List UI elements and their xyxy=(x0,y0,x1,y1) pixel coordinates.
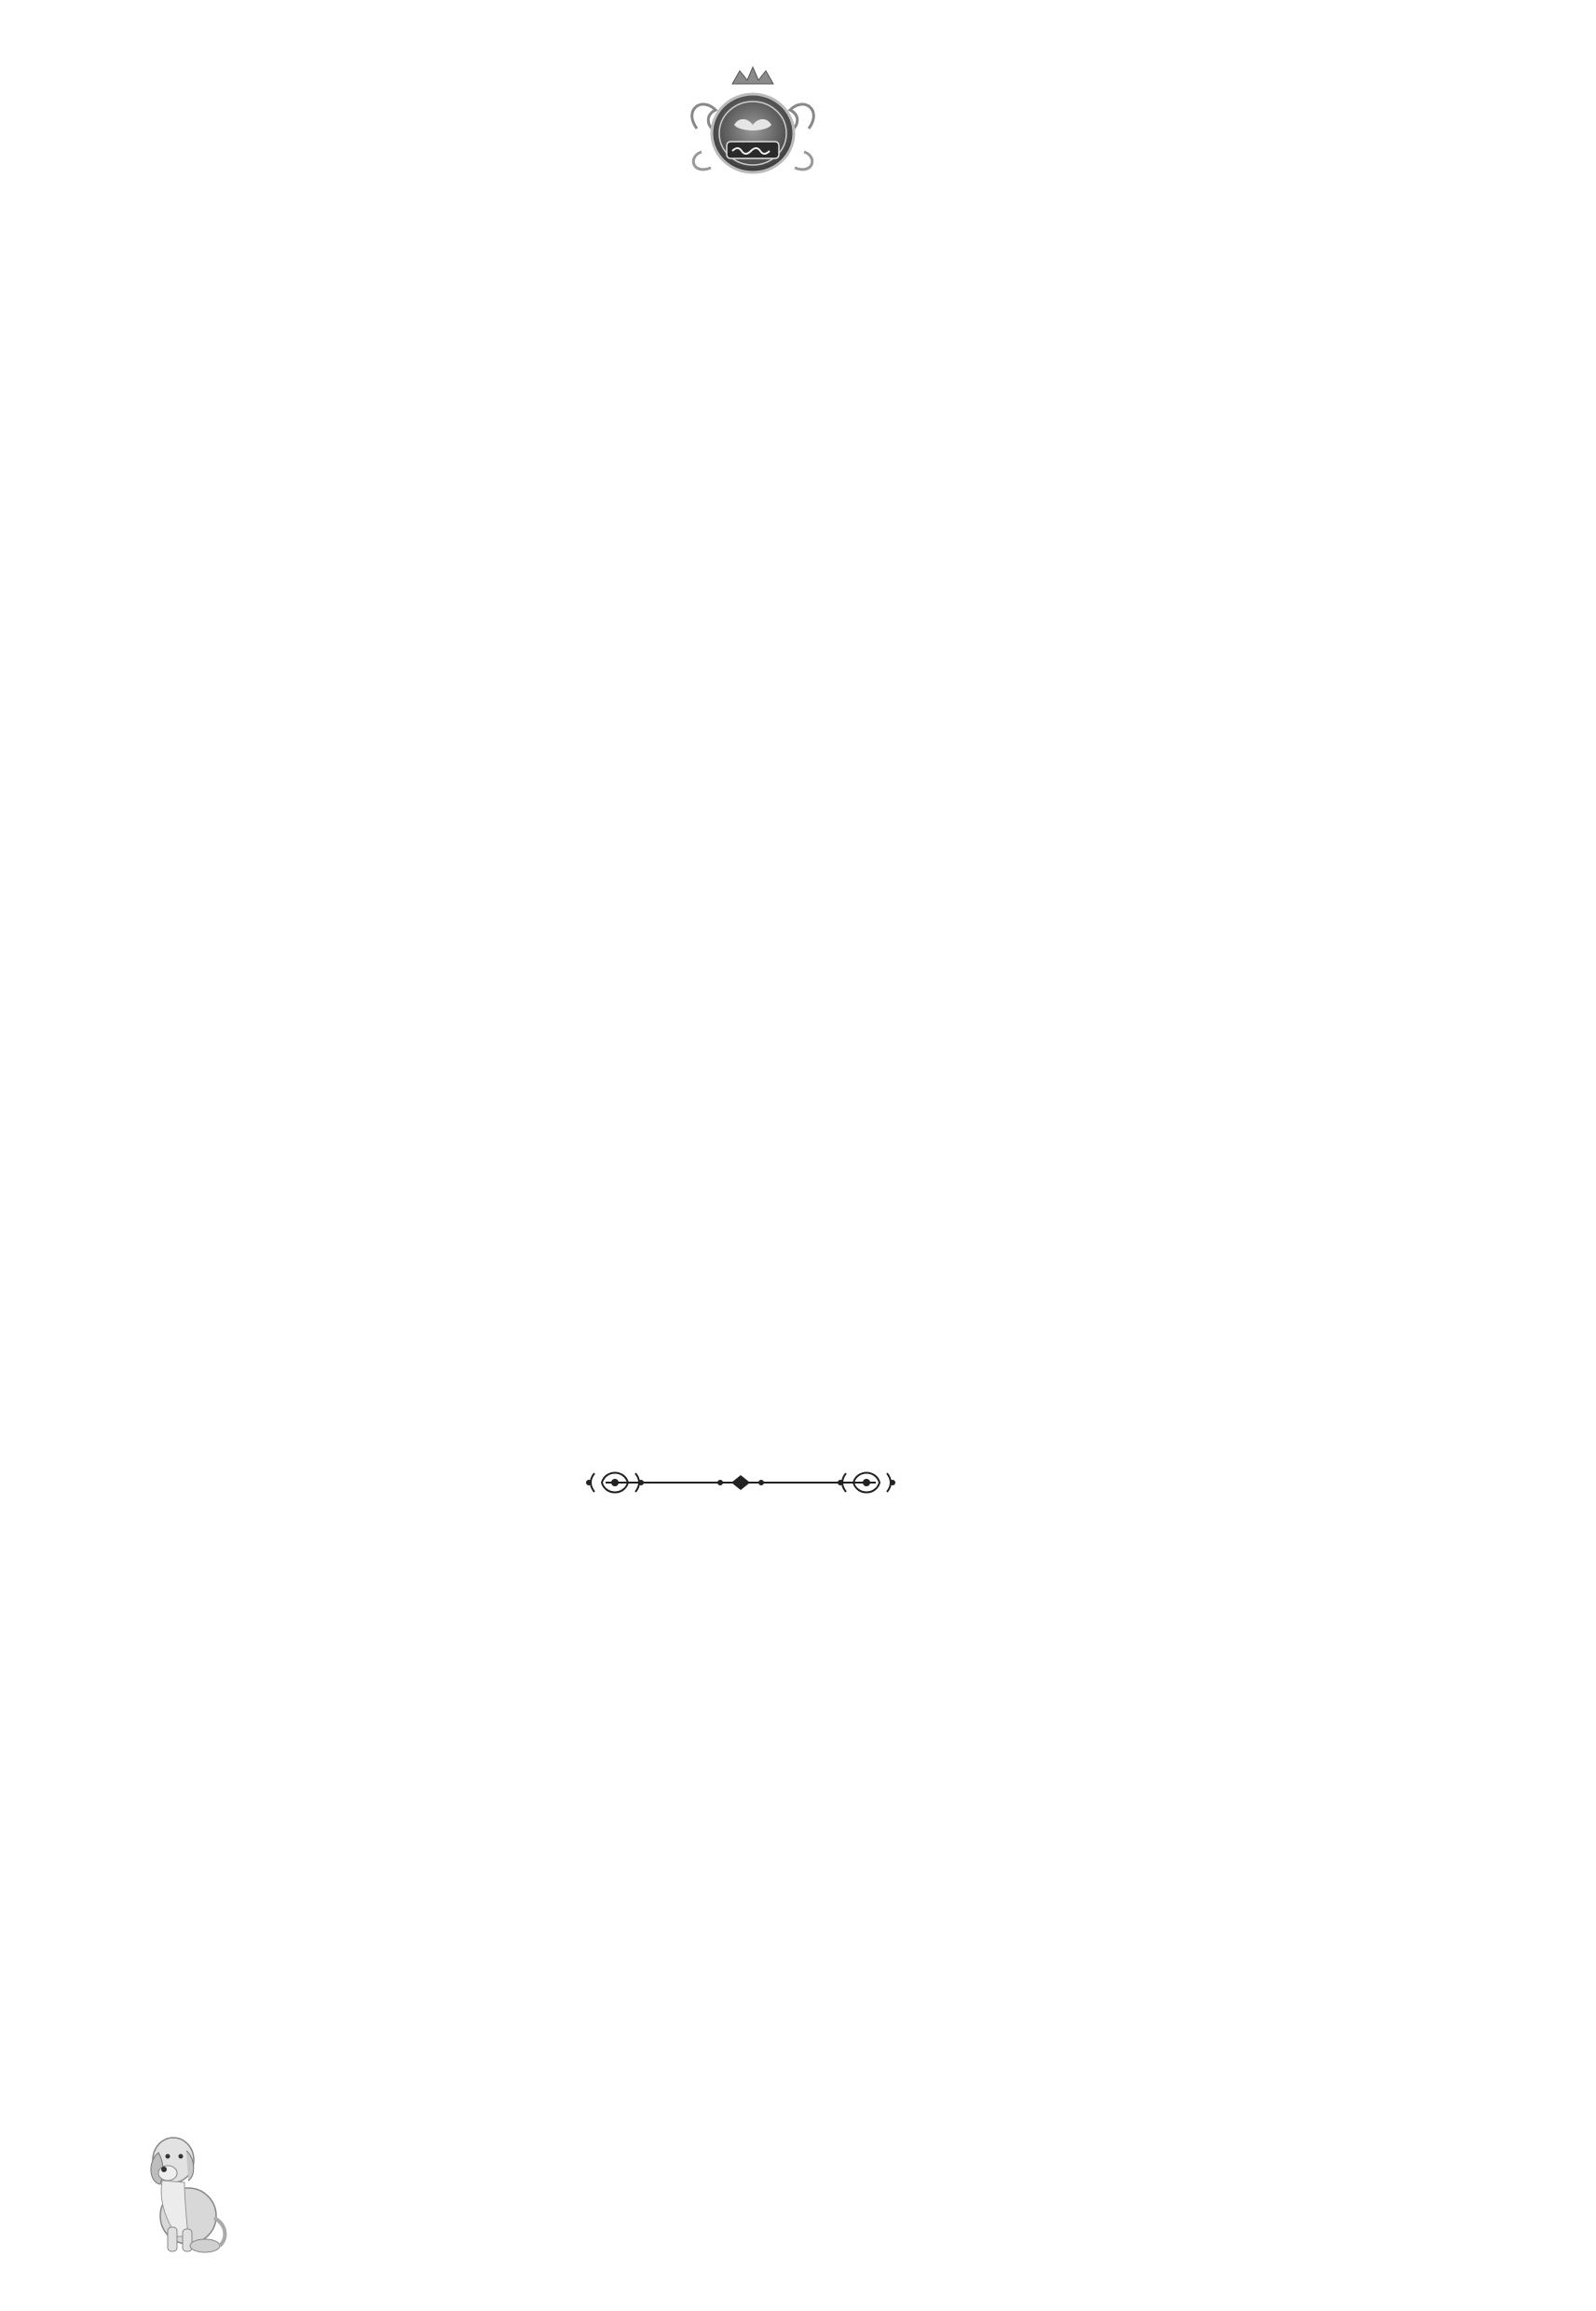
body-text-bottom xyxy=(166,1525,1342,1593)
golden-retriever-image-icon xyxy=(130,2115,233,2255)
ornate-crest-logo-icon xyxy=(678,63,827,185)
scroll-divider-ornament-icon xyxy=(578,1458,904,1507)
page-footer xyxy=(130,2115,689,2264)
text-line xyxy=(166,1525,1342,1593)
